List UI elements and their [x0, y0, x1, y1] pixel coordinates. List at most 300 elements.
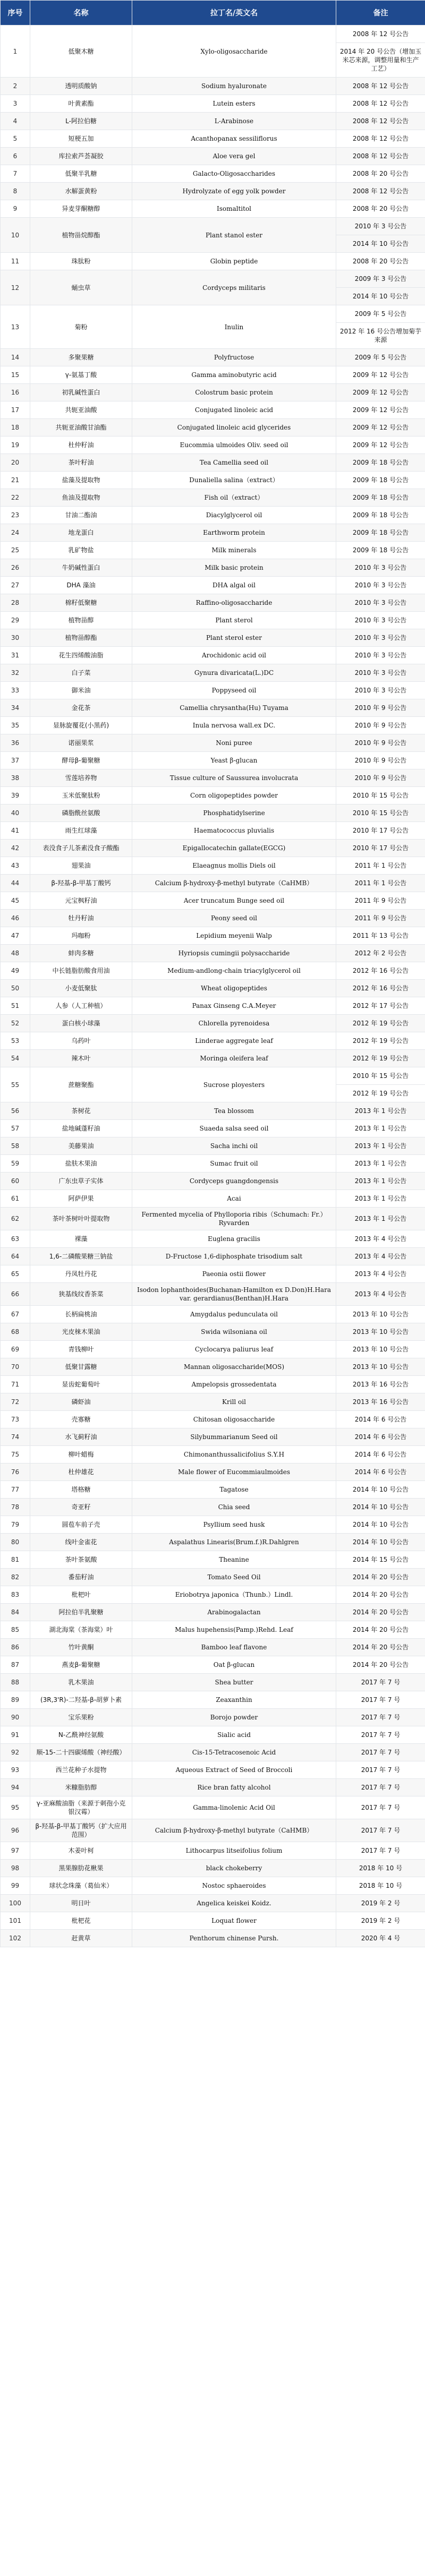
row-latin-name: Suaeda salsa seed oil: [132, 1120, 336, 1137]
remark-line: 2013 年 1 号公告: [354, 1195, 407, 1202]
row-latin-name: Psyllium seed husk: [132, 1516, 336, 1534]
row-remarks: [336, 1930, 425, 1947]
row-latin-name: Amygdalus pedunculata oil: [132, 1306, 336, 1323]
table-row: [1, 305, 425, 349]
table-row: [1, 1551, 425, 1569]
row-latin-name: Sialic acid: [132, 1726, 336, 1744]
row-latin-name: Dunaliella salina（extract）: [132, 472, 336, 489]
row-name: 透明质酸钠: [30, 78, 132, 95]
row-name: 磷虾油: [30, 1393, 132, 1411]
row-name: 酵母β-葡聚糖: [30, 752, 132, 769]
table-row: [1, 875, 425, 892]
remark-line: 2013 年 10 号公告: [352, 1346, 409, 1353]
table-row: [1, 1819, 425, 1842]
row-latin-name: Corn oligopeptides powder: [132, 787, 336, 805]
remark-line: 2019 年 2 号: [361, 1917, 401, 1924]
remark-line: 2010 年 9 号公告: [354, 757, 407, 764]
remark-line: 2017 年 7 号: [361, 1749, 401, 1756]
row-name: 阿拉伯半乳聚糖: [30, 1604, 132, 1621]
header-remarks: 备注: [336, 1, 425, 25]
row-latin-name: Hyriopsis cumingii polysaccharide: [132, 945, 336, 962]
row-latin-name: Calcium β-hydroxy-β-methyl butyrate（CaHMB）: [132, 875, 336, 892]
remark-line: 2009 年 3 号公告: [354, 275, 407, 283]
row-number: 51: [1, 997, 30, 1015]
row-number: 23: [1, 507, 30, 524]
table-row: [1, 945, 425, 962]
row-remarks: [336, 980, 425, 997]
table-row: [1, 1639, 425, 1656]
row-latin-name: Cordyceps guangdongensis: [132, 1173, 336, 1190]
row-number: 26: [1, 559, 30, 577]
row-name: 共轭亚油酸: [30, 401, 132, 419]
table-row: [1, 1137, 425, 1155]
table-row: [1, 1208, 425, 1230]
row-remarks: [336, 910, 425, 927]
row-name: β-羟基-β-甲基丁酸钙（扩大应用范围）: [30, 1819, 132, 1842]
row-latin-name: Tissue culture of Saussurea involucrata: [132, 769, 336, 787]
row-number: 98: [1, 1860, 30, 1877]
row-name: 中长链脂肪酸食用油: [30, 962, 132, 980]
remark-line: 2014 年 6 号公告: [354, 1416, 407, 1423]
row-latin-name: Poppyseed oil: [132, 682, 336, 699]
row-name: 狭基线纹香茶菜: [30, 1283, 132, 1306]
table-row: [1, 542, 425, 559]
row-number: 11: [1, 253, 30, 270]
remark-line: 2009 年 12 号公告: [352, 424, 409, 431]
row-remarks: [336, 857, 425, 875]
row-name: 磷脂酰丝氨酸: [30, 805, 132, 822]
remark-line: 2008 年 20 号公告: [352, 258, 409, 265]
table-row: [1, 1050, 425, 1067]
table-row: [1, 1930, 425, 1947]
table-row: [1, 1516, 425, 1534]
row-number: 75: [1, 1446, 30, 1464]
table-row: [1, 1376, 425, 1393]
table-row: [1, 1586, 425, 1604]
table-row: [1, 1569, 425, 1586]
remark-line: 2009 年 12 号公告: [352, 389, 409, 396]
row-name: 低聚木糖: [30, 25, 132, 78]
row-latin-name: Plant sterol ester: [132, 629, 336, 647]
remark-line: 2017 年 7 号: [361, 1714, 401, 1721]
row-remarks: [336, 1050, 425, 1067]
row-name: 奇亚籽: [30, 1499, 132, 1516]
remark-line: 2012 年 19 号公告: [336, 1084, 425, 1102]
row-name: 顺-15-二十四碳烯酸（神经酸）: [30, 1744, 132, 1761]
remark-line: 2013 年 1 号公告: [354, 1177, 407, 1185]
row-latin-name: Sodium hyaluronate: [132, 78, 336, 95]
remark-line: 2010 年 9 号公告: [354, 722, 407, 729]
table-row: [1, 1102, 425, 1120]
table-row: [1, 1656, 425, 1674]
row-latin-name: Wheat oligopeptides: [132, 980, 336, 997]
table-row: [1, 1411, 425, 1428]
row-number: 27: [1, 577, 30, 594]
remark-line: 2012 年 19 号公告: [352, 1020, 409, 1027]
remark-line: 2013 年 16 号公告: [352, 1398, 409, 1406]
table-row: [1, 752, 425, 769]
remark-line: 2013 年 4 号公告: [354, 1270, 407, 1278]
row-number: 13: [1, 305, 30, 349]
table-row: [1, 1032, 425, 1050]
remark-line: 2009 年 12 号公告: [352, 371, 409, 379]
row-number: 5: [1, 130, 30, 148]
remark-line: 2008 年 12 号公告: [352, 30, 409, 38]
row-remarks: [336, 1534, 425, 1551]
table-row: [1, 822, 425, 840]
row-name: 人参（人工种植）: [30, 997, 132, 1015]
row-number: 90: [1, 1709, 30, 1726]
row-name: 球状念珠藻（葛仙米）: [30, 1877, 132, 1895]
table-row: [1, 682, 425, 699]
row-latin-name: Gamma aminobutyric acid: [132, 366, 336, 384]
row-latin-name: Borojo powder: [132, 1709, 336, 1726]
row-name: (3R,3'R)-二羟基-β-胡萝卜素: [30, 1691, 132, 1709]
row-name: 表没食子儿茶素没食子酸酯: [30, 840, 132, 857]
row-latin-name: Penthorum chinense Pursh.: [132, 1930, 336, 1947]
table-row: [1, 1446, 425, 1464]
row-remarks: [336, 454, 425, 472]
row-number: 33: [1, 682, 30, 699]
row-remarks: [336, 892, 425, 910]
row-remarks: [336, 1446, 425, 1464]
table-row: [1, 1691, 425, 1709]
table-row: [1, 165, 425, 183]
row-latin-name: Galacto-Oligosaccharides: [132, 165, 336, 183]
table-row: [1, 769, 425, 787]
row-latin-name: Noni puree: [132, 734, 336, 752]
table-row: [1, 1796, 425, 1819]
row-remarks: [336, 384, 425, 401]
table-row: [1, 1726, 425, 1744]
row-latin-name: Sucrose ployesters: [132, 1067, 336, 1102]
row-number: 18: [1, 419, 30, 437]
remark-line: 2012 年 16 号公告增加菊芋来源: [336, 322, 425, 348]
row-number: 25: [1, 542, 30, 559]
remark-line: 2010 年 15 号公告: [352, 792, 409, 799]
row-number: 24: [1, 524, 30, 542]
row-name: 圆苞车前子壳: [30, 1516, 132, 1534]
row-name: 宝乐果粉: [30, 1709, 132, 1726]
remark-line: 2014 年 20 号公告: [352, 1661, 409, 1668]
table-row: [1, 1604, 425, 1621]
row-remarks: [336, 419, 425, 437]
row-remarks: [336, 805, 425, 822]
row-name: 青钱柳叶: [30, 1341, 132, 1358]
remark-line: 2009 年 18 号公告: [352, 459, 409, 466]
row-name: 金花茶: [30, 699, 132, 717]
row-name: 鱼油及提取物: [30, 489, 132, 507]
row-number: 71: [1, 1376, 30, 1393]
table-row: [1, 629, 425, 647]
table-body: [1, 25, 425, 1947]
row-remarks: [336, 945, 425, 962]
row-number: 37: [1, 752, 30, 769]
row-name: 共轭亚油酸甘油酯: [30, 419, 132, 437]
table-row: [1, 130, 425, 148]
row-remarks: [336, 1358, 425, 1376]
row-remarks: [336, 1411, 425, 1428]
row-name: 菊粉: [30, 305, 132, 349]
row-name: 茶树花: [30, 1102, 132, 1120]
row-number: 102: [1, 1930, 30, 1947]
table-row: [1, 253, 425, 270]
row-remarks: [336, 594, 425, 612]
table-row: [1, 1895, 425, 1912]
remark-line: 2012 年 16 号公告: [352, 985, 409, 992]
row-name: 杜仲雄花: [30, 1464, 132, 1481]
table-row: [1, 95, 425, 113]
row-name: 地龙蛋白: [30, 524, 132, 542]
row-number: 56: [1, 1102, 30, 1120]
row-name: 茶叶茶氨酸: [30, 1551, 132, 1569]
row-latin-name: Yeast β-glucan: [132, 752, 336, 769]
remark-line: 2010 年 15 号公告: [352, 809, 409, 817]
remark-line: 2010 年 9 号公告: [354, 704, 407, 712]
row-name: N-乙酰神经氨酸: [30, 1726, 132, 1744]
row-number: 28: [1, 594, 30, 612]
table-row: [1, 664, 425, 682]
table-row: [1, 148, 425, 165]
row-latin-name: Plant stanol ester: [132, 218, 336, 253]
remark-line: 2011 年 1 号公告: [354, 862, 407, 869]
row-latin-name: Lutein esters: [132, 95, 336, 113]
row-number: 63: [1, 1230, 30, 1248]
row-number: 69: [1, 1341, 30, 1358]
remark-line: 2013 年 4 号公告: [354, 1253, 407, 1260]
remark-line: 2010 年 3 号公告: [354, 617, 407, 624]
table-row: [1, 962, 425, 980]
row-remarks: [336, 1306, 425, 1323]
remark-line: 2017 年 7 号: [361, 1679, 401, 1686]
row-remarks: [336, 1230, 425, 1248]
row-latin-name: Tagatose: [132, 1481, 336, 1499]
row-number: 91: [1, 1726, 30, 1744]
row-number: 16: [1, 384, 30, 401]
row-latin-name: Epigallocatechin gallate(EGCG): [132, 840, 336, 857]
row-number: 59: [1, 1155, 30, 1173]
remark-line: 2008 年 12 号公告: [352, 152, 409, 160]
row-remarks: [336, 366, 425, 384]
row-number: 36: [1, 734, 30, 752]
row-name: 1,6-二磷酸果糖三钠盐: [30, 1248, 132, 1265]
row-latin-name: Gamma-linolenic Acid Oil: [132, 1796, 336, 1819]
table-row: [1, 1709, 425, 1726]
remark-line: 2014 年 6 号公告: [354, 1468, 407, 1476]
row-number: 29: [1, 612, 30, 629]
remark-line: 2014 年 10 号公告: [352, 1503, 409, 1511]
row-number: 62: [1, 1208, 30, 1230]
row-number: 14: [1, 349, 30, 366]
row-latin-name: Krill oil: [132, 1393, 336, 1411]
row-name: 植物甾烷醇酯: [30, 218, 132, 253]
row-number: 54: [1, 1050, 30, 1067]
row-name: 长柄扁桃油: [30, 1306, 132, 1323]
table-row: [1, 507, 425, 524]
row-latin-name: Linderae aggregate leaf: [132, 1032, 336, 1050]
remark-line: 2008 年 20 号公告: [352, 205, 409, 212]
row-name: 库拉索芦荟凝胶: [30, 148, 132, 165]
row-remarks: [336, 1499, 425, 1516]
remark-line: 2011 年 9 号公告: [354, 897, 407, 904]
row-number: 20: [1, 454, 30, 472]
row-number: 100: [1, 1895, 30, 1912]
row-number: 60: [1, 1173, 30, 1190]
row-latin-name: Sacha inchi oil: [132, 1137, 336, 1155]
row-remarks: [336, 401, 425, 419]
row-remarks: [336, 1895, 425, 1912]
row-name: 黑果腺肋花楸果: [30, 1860, 132, 1877]
row-latin-name: Theanine: [132, 1551, 336, 1569]
table-row: [1, 927, 425, 945]
row-remarks: [336, 507, 425, 524]
row-latin-name: Rice bran fatty alcohol: [132, 1779, 336, 1796]
remark-line: 2017 年 7 号: [361, 1804, 401, 1811]
remark-line: 2013 年 1 号公告: [354, 1215, 407, 1222]
row-remarks: [336, 1842, 425, 1860]
row-latin-name: Aqueous Extract of Seed of Broccoli: [132, 1761, 336, 1779]
table-row: [1, 1120, 425, 1137]
remark-line: 2014 年 10 号公告: [352, 1486, 409, 1493]
table-row: [1, 1912, 425, 1930]
table-row: [1, 183, 425, 200]
table-row: [1, 437, 425, 454]
row-name: 短梗五加: [30, 130, 132, 148]
row-latin-name: Arochidonic acid oil: [132, 647, 336, 664]
row-name: 盐肤木果油: [30, 1155, 132, 1173]
row-remarks: [336, 1173, 425, 1190]
row-remarks: [336, 1796, 425, 1819]
row-remarks: [336, 1779, 425, 1796]
row-number: 49: [1, 962, 30, 980]
row-latin-name: Shea butter: [132, 1674, 336, 1691]
row-number: 9: [1, 200, 30, 218]
row-remarks: [336, 130, 425, 148]
row-remarks: [336, 1656, 425, 1674]
remark-line: 2010 年 3 号公告: [354, 222, 407, 230]
row-number: 12: [1, 270, 30, 305]
remark-line: 2017 年 7 号: [361, 1731, 401, 1739]
remark-line: 2008 年 12 号公告: [352, 135, 409, 142]
row-name: 竹叶黄酮: [30, 1639, 132, 1656]
remark-line: 2013 年 4 号公告: [354, 1290, 407, 1298]
remark-line: 2014 年 10 号公告: [352, 1538, 409, 1546]
table-row: [1, 1265, 425, 1283]
remark-line: 2010 年 3 号公告: [354, 599, 407, 606]
row-latin-name: Oat β-glucan: [132, 1656, 336, 1674]
remark-line: 2011 年 13 号公告: [352, 932, 409, 939]
table-row: [1, 1306, 425, 1323]
row-number: 94: [1, 1779, 30, 1796]
row-number: 40: [1, 805, 30, 822]
row-remarks: [336, 612, 425, 629]
row-latin-name: Phosphatidylserine: [132, 805, 336, 822]
row-latin-name: Lepidium meyenii Walp: [132, 927, 336, 945]
remark-line: 2020 年 4 号: [361, 1935, 401, 1942]
table-row: [1, 1464, 425, 1481]
row-remarks: [336, 305, 425, 349]
row-remarks: [336, 1393, 425, 1411]
row-number: 52: [1, 1015, 30, 1032]
table-row: [1, 113, 425, 130]
remark-line: 2013 年 10 号公告: [352, 1363, 409, 1371]
row-remarks: [336, 962, 425, 980]
remark-line: 2011 年 9 号公告: [354, 914, 407, 922]
row-name: 异麦芽酮糖醇: [30, 200, 132, 218]
row-latin-name: Chlorella pyrenoidesa: [132, 1015, 336, 1032]
remark-line: 2008 年 12 号公告: [352, 100, 409, 107]
row-number: 4: [1, 113, 30, 130]
row-remarks: [336, 1155, 425, 1173]
table-row: [1, 787, 425, 805]
table-row: [1, 1860, 425, 1877]
table-row: [1, 349, 425, 366]
remark-line: 2009 年 12 号公告: [352, 441, 409, 449]
remark-line: 2009 年 5 号公告: [354, 354, 407, 361]
row-name: 辣木叶: [30, 1050, 132, 1067]
remark-line: 2013 年 1 号公告: [354, 1160, 407, 1167]
row-number: 87: [1, 1656, 30, 1674]
row-name: 植物甾醇酯: [30, 629, 132, 647]
row-remarks: [336, 253, 425, 270]
remark-line: 2008 年 20 号公告: [352, 170, 409, 177]
row-remarks: [336, 218, 425, 253]
row-number: 76: [1, 1464, 30, 1481]
row-latin-name: Tomato Seed Oil: [132, 1569, 336, 1586]
row-remarks: [336, 1691, 425, 1709]
row-number: 97: [1, 1842, 30, 1860]
row-number: 41: [1, 822, 30, 840]
row-latin-name: Paeonia ostii flower: [132, 1265, 336, 1283]
remark-line: 2019 年 2 号: [361, 1899, 401, 1907]
table-row: [1, 1341, 425, 1358]
row-latin-name: Acai: [132, 1190, 336, 1208]
row-name: 多聚果糖: [30, 349, 132, 366]
row-name: 植物甾醇: [30, 612, 132, 629]
row-name: 枇杷叶: [30, 1586, 132, 1604]
table-row: [1, 577, 425, 594]
remark-line: 2010 年 3 号公告: [354, 564, 407, 571]
remark-line: 2010 年 3 号公告: [354, 687, 407, 694]
table-row: [1, 1779, 425, 1796]
row-latin-name: Ampelopsis grossedentata: [132, 1376, 336, 1393]
row-number: 39: [1, 787, 30, 805]
row-number: 44: [1, 875, 30, 892]
row-latin-name: Euglena gracilis: [132, 1230, 336, 1248]
row-latin-name: Eriobotrya japonica（Thunb.）Lindl.: [132, 1586, 336, 1604]
row-remarks: [336, 1586, 425, 1604]
row-name: 木姜叶柯: [30, 1842, 132, 1860]
row-name: 蛋白核小球藻: [30, 1015, 132, 1032]
table-row: [1, 1428, 425, 1446]
row-remarks: [336, 1265, 425, 1283]
remark-line: 2014 年 20 号公告: [352, 1644, 409, 1651]
row-name: 盐藻及提取物: [30, 472, 132, 489]
row-number: 43: [1, 857, 30, 875]
row-remarks: [336, 1208, 425, 1230]
row-number: 84: [1, 1604, 30, 1621]
row-remarks: [336, 997, 425, 1015]
row-latin-name: Chia seed: [132, 1499, 336, 1516]
row-remarks: [336, 1744, 425, 1761]
remark-line: 2017 年 7 号: [361, 1827, 401, 1834]
header-latin-name: 拉丁名/英文名: [132, 1, 336, 25]
table-row: [1, 419, 425, 437]
row-remarks: [336, 1709, 425, 1726]
remark-line: 2014 年 10 号公告: [352, 1521, 409, 1528]
row-name: 裸藻: [30, 1230, 132, 1248]
row-name: 湖北海棠（茶海棠）叶: [30, 1621, 132, 1639]
